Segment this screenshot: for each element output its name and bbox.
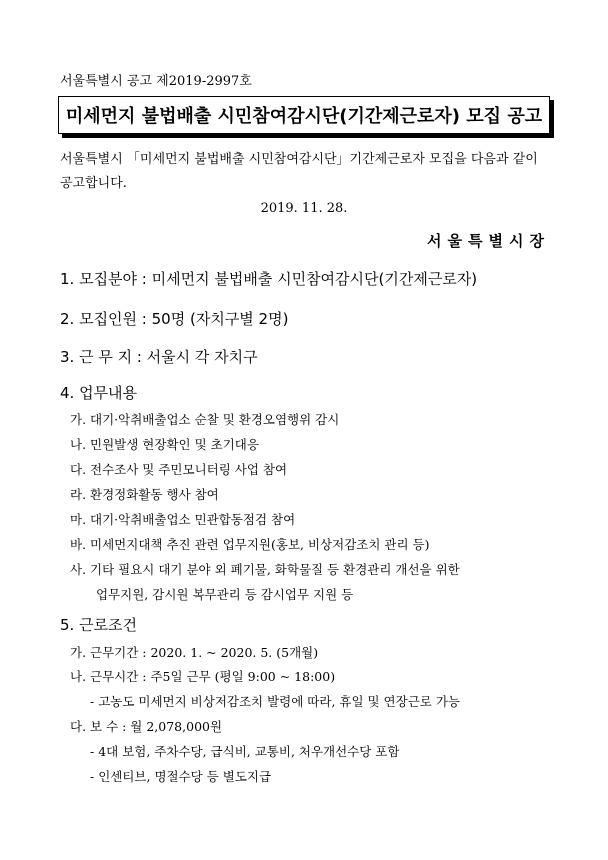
duty-item: 바. 미세먼지대책 추진 관련 업무지원(홍보, 비상저감조치 관리 등) [70,537,430,552]
section-recruit-count: 2. 모집인원 : 50명 (자치구별 2명) [60,310,289,328]
intro-paragraph: 서울특별시 「미세먼지 불법배출 시민참여감시단」기간제근로자 모집을 다음과 같이 공고합니다. [60,152,538,191]
section-recruit-field: 1. 모집분야 : 미세먼지 불법배출 시민참여감시단(기간제근로자) [60,270,478,288]
section-conditions-heading: 5. 근로조건 [60,616,138,634]
issuer-name: 서울특별시장 [427,232,550,250]
duty-item: 라. 환경정화활동 행사 참여 [70,487,219,502]
duty-item: 마. 대기·악취배출업소 민관합동점검 참여 [70,512,296,527]
section-duties-heading: 4. 업무내용 [60,384,138,402]
section-workplace: 3. 근 무 지 : 서울시 각 자치구 [60,348,258,366]
condition-item: 가. 근무기간 : 2020. 1. ~ 2020. 5. (5개월) [70,645,319,660]
duty-item: 가. 대기·악취배출업소 순찰 및 환경오염행위 감시 [70,412,340,427]
duty-item: 나. 민원발생 현장확인 및 초기대응 [70,437,259,452]
condition-item: 나. 근무시간 : 주5일 근무 (평일 9:00 ~ 18:00) [70,669,336,684]
page-title-text: 미세먼지 불법배출 시민참여감시단(기간제근로자) 모집 공고 [65,106,543,127]
notice-date: 2019. 11. 28. [260,201,348,216]
condition-item: 다. 보 수 : 월 2,078,000원 [70,719,223,734]
condition-note: - 4대 보험, 주차수당, 급식비, 교통비, 처우개선수당 포함 [90,744,400,759]
duty-item-continued: 업무지원, 감시원 복무관리 등 감시업무 지원 등 [96,587,354,602]
notice-number: 서울특별시 공고 제2019-2997호 [60,74,252,89]
condition-note: - 고농도 미세먼지 비상저감조치 발령에 따라, 휴일 및 연장근로 가능 [90,694,460,709]
page-title [58,96,550,134]
condition-note: - 인센티브, 명절수당 등 별도지급 [90,769,272,784]
duty-item: 다. 전수조사 및 주민모니터링 사업 참여 [70,462,288,477]
duty-item: 사. 기타 필요시 대기 분야 외 폐기물, 화학물질 등 환경관리 개선을 위한 [70,562,460,577]
